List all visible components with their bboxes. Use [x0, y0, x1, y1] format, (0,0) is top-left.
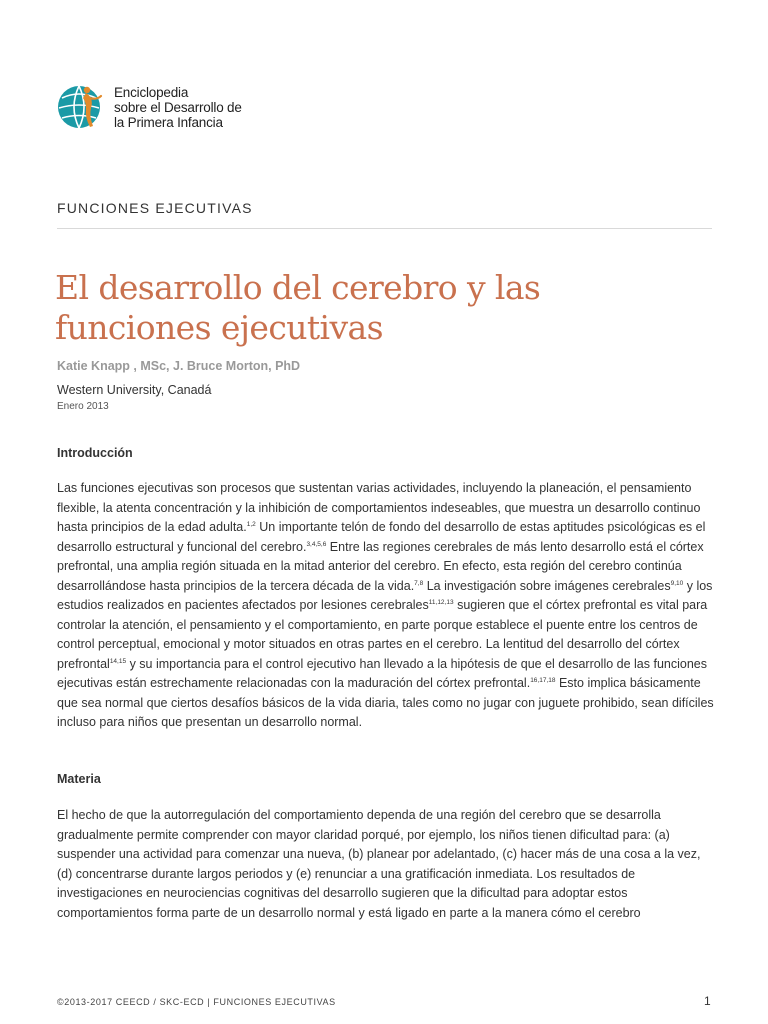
logo-line-1: Enciclopedia — [114, 84, 189, 100]
reference-6: 14,15 — [109, 657, 127, 665]
page-number: 1 — [704, 994, 711, 1008]
page-footer: ©2013-2017 CEECD / SKC-ECD | FUNCIONES EJECUTIVAS — [57, 997, 336, 1007]
reference-3: 7,8 — [414, 579, 424, 587]
intro-text-2: Un importante telón de fondo del desarrollo de estas aptitudes psicológicas es el desarrollo estructural y funcional del cerebro. — [57, 520, 706, 554]
materia-paragraph: El hecho de que la autorregulación del comportamiento dependa de una región del cerebro que se desarrolla gradualmente permite comprender con mayor claridad porqué, por ejemplo, los niños tienen dificultad para: (a) suspender una actividad para comenzar una nueva, (b) planear por adelantado, (c) hacer más de una cosa a la vez, (d) concentrarse durante largos periodos y (e) renunciar a una gratificación inmediata. Los resultados de investigaciones en neurociencias cognitivas del desarrollo sugieren que la dificultad para adoptar estos comportamientos forma parte de un desarrollo normal y está ligado en parte a la manera cómo el cerebro — [57, 808, 701, 920]
reference-2: 3,4,5,6 — [306, 540, 327, 548]
reference-5: 11,12,13 — [428, 598, 454, 606]
intro-heading: Introducción — [57, 446, 133, 460]
intro-text-6: sugieren que el córtex prefrontal es vital para controlar la atención, el pensamiento y el comportamiento, en parte porque establece el puente entre los centros de control perceptual, emocional y motor situados en otras partes en el cerebro. La lentitud del desarrollo del córtex prefrontal — [57, 598, 708, 671]
intro-text-5: y los estudios realizados en pacientes afectados por lesiones cerebrales — [57, 578, 713, 612]
globe-child-logo-icon — [56, 76, 106, 138]
intro-text-3: Entre las regiones cerebrales de más lento desarrollo está el córtex prefrontal, una amplia región situada en la mitad anterior del cerebro. En efecto, esta región del cerebro continúa desarrollándose hasta principios de la tercera década de la vida. — [57, 539, 704, 593]
encyclopedia-logo — [56, 76, 242, 138]
intro-text-4: La investigación sobre imágenes cerebrales — [423, 578, 671, 593]
publication-date: Enero 2013 — [57, 401, 109, 412]
logo-line-2: sobre el Desarrollo de — [114, 99, 242, 115]
reference-4: 9,10 — [670, 579, 684, 587]
author-affiliation: Western University, Canadá — [57, 383, 212, 397]
article-title: El desarrollo del cerebro y las funciones ejecutivas — [55, 268, 541, 347]
intro-text-8: Esto implica básicamente que sea normal que ciertos desafíos básicos de la vida diaria, tales como no jugar con juguete prohibido, sean difíciles incluso para niños que presentan un desarrollo normal. — [57, 676, 714, 729]
logo-text — [114, 85, 242, 130]
reference-1: 1,2 — [246, 520, 256, 528]
header-divider — [57, 228, 712, 229]
article-authors: Katie Knapp , MSc, J. Bruce Morton, PhD — [57, 359, 301, 373]
intro-text-7: y su importancia para el control ejecutivo han llevado a la hipótesis de que el desarrollo de las funciones ejecutivas están estrechamente relacionadas con la maduración del córtex prefrontal. — [57, 656, 707, 690]
materia-heading: Materia — [57, 772, 101, 786]
intro-text-1: Las funciones ejecutivas son procesos que sustentan varias actividades, incluyendo la planeación, el pensamiento flexible, la atenta concentración y la inhibición de comportamientos indeseables, que muestra un desarrollo continuo hasta principios de la edad adulta. — [57, 481, 701, 534]
logo-line-3: la Primera Infancia — [114, 114, 223, 130]
reference-7: 16,17,18 — [530, 676, 556, 684]
section-label: FUNCIONES EJECUTIVAS — [57, 200, 253, 216]
intro-paragraph — [57, 479, 717, 733]
